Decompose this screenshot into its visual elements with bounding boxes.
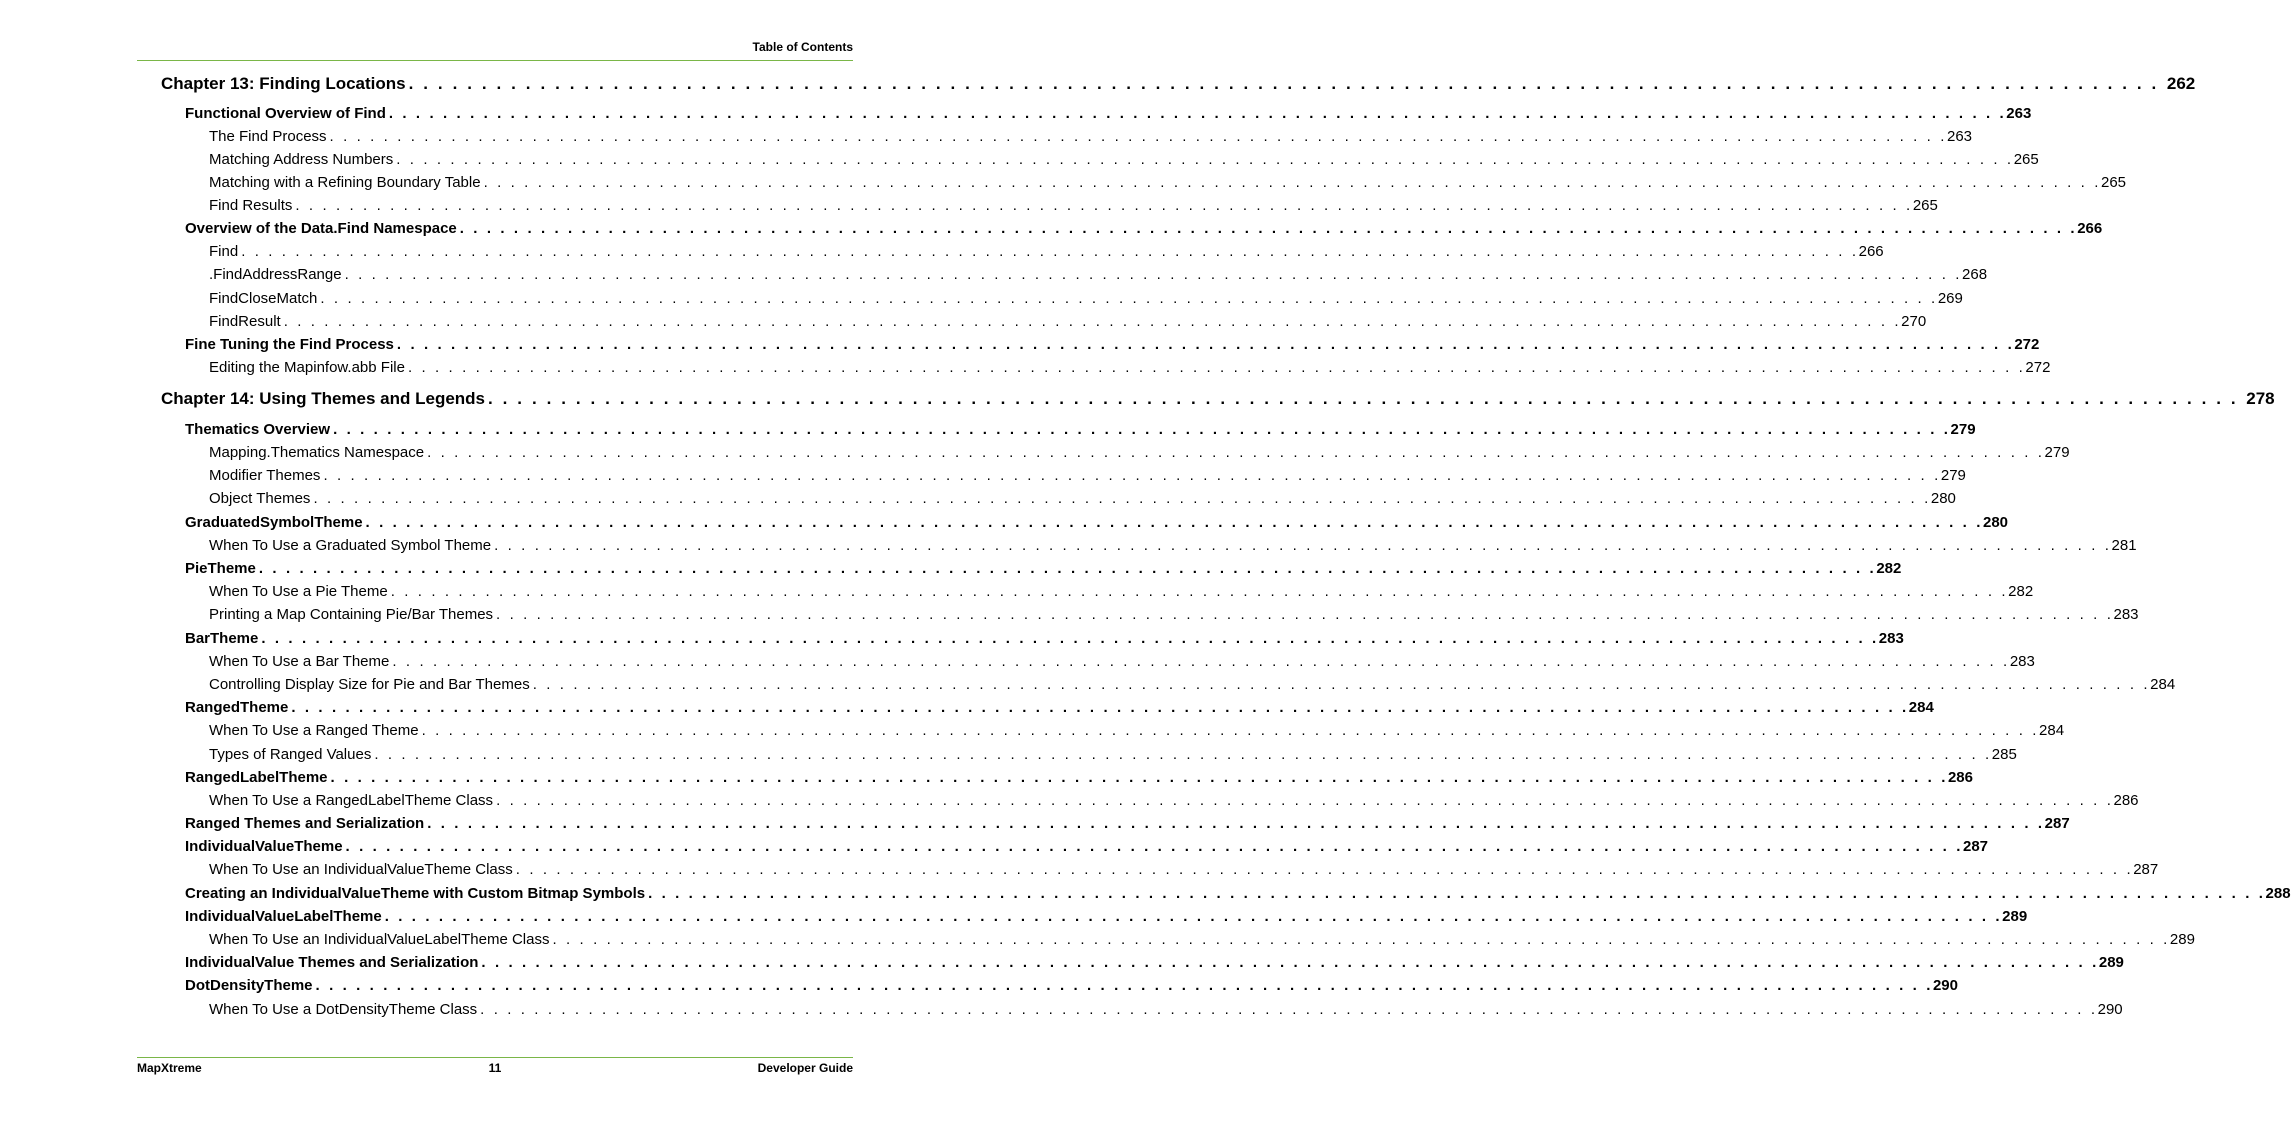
dot-leader: . . . . . . . . . . . . . . . . . . . . . . . . . . . . . . . . . . . . . . . . . . . . . . . . . . . . . . . . . . . . . . . . . . . . . . . . . . . . . . . . . . . . . . . . . . . . . . . . . . . . . . . . . . . . . . . . . . . . . . . . bbox=[390, 583, 2009, 600]
toc-entry-section[interactable] bbox=[185, 908, 2028, 925]
toc-entry-title: GraduatedSymbolTheme bbox=[185, 514, 363, 531]
toc-entry-page: 290 bbox=[2097, 1001, 2123, 1018]
dot-leader: . . . . . . . . . . . . . . . . . . . . . . . . . . . . . . . . . . . . . . . . . . . . . . . . . . . . . . . . . . . . . . . . . . . . . . . . . . . . . . . . . . . . . . . . . . . . . . . . . . . . . . . . . . . . . . . . . . . . . . . . bbox=[496, 792, 2114, 809]
dot-leader: . . . . . . . . . . . . . . . . . . . . . . . . . . . . . . . . . . . . . . . . . . . . . . . . . . . . . . . . . . . . . . . . . . . . . . . . . . . . . . . . . . . . . . . . . . . . . . . . . . . . . . . . . . . . . . . . . . . . . . . . bbox=[344, 266, 1963, 283]
toc-entry-page: 270 bbox=[1901, 313, 1927, 330]
toc-entry-section[interactable] bbox=[185, 336, 2040, 353]
toc-entry-title: Object Themes bbox=[209, 490, 311, 507]
toc-entry-title: Ranged Themes and Serialization bbox=[185, 815, 425, 832]
dot-leader: . . . . . . . . . . . . . . . . . . . . . . . . . . . . . . . . . . . . . . . . . . . . . . . . . . . . . . . . . . . . . . . . . . . . . . . . . . . . . . . . . . . . . . . . . . . . . . . . . . . . . . . . . . . . . . . . . . . . . . . . bbox=[648, 885, 2266, 902]
dot-leader: . . . . . . . . . . . . . . . . . . . . . . . . . . . . . . . . . . . . . . . . . . . . . . . . . . . . . . . . . . . . . . . . . . . . . . . . . . . . . . . . . . . . . . . . . . . . . . . . . . . . . . . . . . . . . . . . . . . . . . . . bbox=[295, 197, 1913, 214]
toc-entry-title: When To Use a Ranged Theme bbox=[209, 722, 419, 739]
toc-entry-page: 287 bbox=[2133, 861, 2159, 878]
toc-entry-title: FindCloseMatch bbox=[209, 290, 318, 307]
toc-entry-sub[interactable] bbox=[209, 583, 2034, 600]
toc-entry-section[interactable] bbox=[185, 699, 1934, 716]
toc-entry-page: 283 bbox=[2113, 606, 2139, 623]
toc-entry-title: When To Use a DotDensityTheme Class bbox=[209, 1001, 478, 1018]
toc-entry-title: FindResult bbox=[209, 313, 281, 330]
toc-entry-title: The Find Process bbox=[209, 128, 327, 145]
toc-entry-page: 263 bbox=[2006, 105, 2032, 122]
toc-entry-title: IndividualValue Themes and Serialization bbox=[185, 954, 479, 971]
toc-entry-sub[interactable] bbox=[209, 290, 1963, 307]
dot-leader: . . . . . . . . . . . . . . . . . . . . . . . . . . . . . . . . . . . . . . . . . . . . . . . . . . . . . . . . . . . . . . . . . . . . . . . . . . . . . . . . . . . . . . . . . . . . . . . . . . . . . . . . . . . . . . . . . . . . . . . . bbox=[392, 653, 2010, 670]
toc-entry-sub[interactable] bbox=[209, 861, 2159, 878]
toc-entry-title: Types of Ranged Values bbox=[209, 746, 372, 763]
toc-entry-page: 290 bbox=[1932, 977, 1958, 994]
dot-leader: . . . . . . . . . . . . . . . . . . . . . . . . . . . . . . . . . . . . . . . . . . . . . . . . . . . . . . . . . . . . . . . . . . . . . . . . . . . . . . . . . . . . . . . . . . . . . . . . . . . . . . . . . . . . . . . . . . . . . . . . bbox=[388, 105, 2007, 122]
toc-entry-sub[interactable] bbox=[209, 174, 2127, 191]
toc-entry-title: Matching Address Numbers bbox=[209, 151, 394, 168]
toc-entry-title: .FindAddressRange bbox=[209, 266, 342, 283]
toc-entry-sub[interactable] bbox=[209, 359, 2051, 376]
dot-leader: . . . . . . . . . . . . . . . . . . . . . . . . . . . . . . . . . . . . . . . . . . . . . . . . . . . . . . . . . . . . . . . . . . . . . . . . . . . . . . . . . . . . . . . . . . . . . . . . . . . . . . . . . . . . . . . . . . . . . . . . bbox=[552, 931, 2170, 948]
toc-entry-page: 265 bbox=[1912, 197, 1938, 214]
toc-entry-page: 285 bbox=[1991, 746, 2017, 763]
dot-leader: . . . . . . . . . . . . . . . . . . . . . . . . . . . . . . . . . . . . . . . . . . . . . . . . . . . . . . . . . . . . . . . . . . . . . . . . . . . . . . . . . . . . . . . . . . . . . . . . . . . . . . . . . . . . . . . . . . . . . . . . bbox=[427, 815, 2045, 832]
toc-entry-sub[interactable] bbox=[209, 653, 2035, 670]
dot-leader: . . . . . . . . . . . . . . . . . . . . . . . . . . . . . . . . . . . . . . . . . . . . . . . . . . . . . . . . . . . . . . . . . . . . . . . . . . . . . . . . . . . . . . . . . . . . . . . . . . . . . . . . . . . . . . . . . . . . . . . . bbox=[494, 537, 2112, 554]
toc-entry-title: IndividualValueTheme bbox=[185, 838, 343, 855]
toc-entry-sub[interactable] bbox=[209, 792, 2139, 809]
toc-entry-sub[interactable] bbox=[209, 1001, 2123, 1018]
running-header-title: Table of Contents bbox=[752, 40, 853, 54]
toc-entry-sub[interactable] bbox=[209, 266, 1988, 283]
dot-leader: . . . . . . . . . . . . . . . . . . . . . . . . . . . . . . . . . . . . . . . . . . . . . . . . . . . . . . . . . . . . . . . . . . . . . . . . . . . . . . . . . . . . . . . . . . . . . . . . . . . . . . . . . . . . . . . . . . . . . . . . bbox=[315, 977, 1933, 994]
toc-entry-page: 265 bbox=[2013, 151, 2039, 168]
dot-leader: . . . . . . . . . . . . . . . . . . . . . . . . . . . . . . . . . . . . . . . . . . . . . . . . . . . . . . . . . . . . . . . . . . . . . . . . . . . . . . . . . . . . . . . . . . . . . . . . . . . . . . . . . . . . . . . . . . . . . . . . bbox=[396, 336, 2015, 353]
toc-entry-title: IndividualValueLabelTheme bbox=[185, 908, 382, 925]
toc-entry-section[interactable] bbox=[185, 815, 2070, 832]
toc-entry-page: 263 bbox=[1946, 128, 1973, 145]
toc-entry-page: 266 bbox=[2077, 220, 2103, 237]
dot-leader: . . . . . . . . . . . . . . . . . . . . . . . . . . . . . . . . . . . . . . . . . . . . . . . . . . . . . . . . . . . . . . . . . . . . . . . . . . . . . . . . . . . . . . . . . . . . . . . . . . . . . . . . . . . . . . . . . . . . . . . . bbox=[374, 746, 1992, 763]
dot-leader: . . . . . . . . . . . . . . . . . . . . . . . . . . . . . . . . . . . . . . . . . . . . . . . . . . . . . . . . . . . . . . . . . . . . . . . . . . . . . . . . . . . . . . . . . . . . . . . . . . . . . . . . . . . . . . . . . . . . . . . . bbox=[459, 220, 2078, 237]
dot-leader: . . . . . . . . . . . . . . . . . . . . . . . . . . . . . . . . . . . . . . . . . . . . . . . . . . . . . . . . . . . . . . . . . . . . . . . . . . . . . . . . . . . . . . . . . . . . . . . . . . . . . . . . . . . . . . . . . . . . . . . . bbox=[345, 838, 1963, 855]
toc-entry-title: Find Results bbox=[209, 197, 293, 214]
toc-entry-chapter[interactable] bbox=[161, 74, 2196, 94]
toc-entry-page: 278 bbox=[2246, 389, 2275, 408]
toc-entry-page: 289 bbox=[2098, 954, 2124, 971]
toc-entry-page: 289 bbox=[2002, 908, 2028, 925]
toc-entry-title: Creating an IndividualValueTheme with Custom Bitmap Symbols bbox=[185, 885, 646, 902]
toc-entry-page: 284 bbox=[2150, 676, 2176, 693]
toc-entry-page: 265 bbox=[2101, 174, 2127, 191]
toc-entry-sub[interactable] bbox=[209, 746, 2017, 763]
toc-entry-page: 287 bbox=[1962, 838, 1989, 855]
toc-entry-title: When To Use a Pie Theme bbox=[209, 583, 388, 600]
toc-entry-sub[interactable] bbox=[209, 606, 2139, 623]
toc-entry-page: 284 bbox=[1908, 699, 1934, 716]
toc-entry-section[interactable] bbox=[185, 421, 1976, 438]
toc-entry-page: 280 bbox=[1982, 514, 2009, 531]
dot-leader: . . . . . . . . . . . . . . . . . . . . . . . . . . . . . . . . . . . . . . . . . . . . . . . . . . . . . . . . . . . . . . . . . . . . . . . . . . . . . . . . . . . . . . . . . . . . . . . . . . . . . . . . . . . . . . . . . . . . . . . . bbox=[488, 389, 2239, 408]
toc-entry-page: 286 bbox=[1947, 769, 1973, 786]
dot-leader: . . . . . . . . . . . . . . . . . . . . . . . . . . . . . . . . . . . . . . . . . . . . . . . . . . . . . . . . . . . . . . . . . . . . . . . . . . . . . . . . . . . . . . . . . . . . . . . . . . . . . . . . . . . . . . . . . . . . . . . . bbox=[330, 769, 1948, 786]
toc-entry-page: 268 bbox=[1962, 266, 1988, 283]
toc-entry-page: 279 bbox=[1950, 421, 1976, 438]
dot-leader: . . . . . . . . . . . . . . . . . . . . . . . . . . . . . . . . . . . . . . . . . . . . . . . . . . . . . . . . . . . . . . . . . . . . . . . . . . . . . . . . . . . . . . . . . . . . . . . . . . . . . . . . . . . . . . . . . . . . . . . . bbox=[320, 290, 1938, 307]
toc-entry-sub[interactable] bbox=[209, 676, 2176, 693]
toc-entry-sub[interactable] bbox=[209, 151, 2039, 168]
toc-entry-title: Matching with a Refining Boundary Table bbox=[209, 174, 481, 191]
dot-leader: . . . . . . . . . . . . . . . . . . . . . . . . . . . . . . . . . . . . . . . . . . . . . . . . . . . . . . . . . . . . . . . . . . . . . . . . . . . . . . . . . . . . . . . . . . . . . . . . . . . . . . . . . . . . . . . . . . . . . . . . bbox=[532, 676, 2151, 693]
toc-entry-title: RangedTheme bbox=[185, 699, 289, 716]
toc-entry-title: When To Use a RangedLabelTheme Class bbox=[209, 792, 494, 809]
dot-leader: . . . . . . . . . . . . . . . . . . . . . . . . . . . . . . . . . . . . . . . . . . . . . . . . . . . . . . . . . . . . . . . . . . . . . . . . . . . . . . . . . . . . . . . . . . . . . . . . . . . . . . . . . . . . . . . . . . . . . . . . bbox=[384, 908, 2003, 925]
toc-entry-section[interactable] bbox=[185, 560, 1902, 577]
toc-entry-page: 272 bbox=[2014, 336, 2040, 353]
footer-rule bbox=[137, 1057, 853, 1058]
toc-entry-page: 266 bbox=[1858, 243, 1884, 260]
footer-product: MapXtreme bbox=[137, 1061, 202, 1075]
dot-leader: . . . . . . . . . . . . . . . . . . . . . . . . . . . . . . . . . . . . . . . . . . . . . . . . . . . . . . . . . . . . . . . . . . . . . . . . . . . . . . . . . . . . . . . . . . . . . . . . . . . . . . . . . . . . . . . . . . . . . . . . bbox=[408, 74, 2159, 93]
toc-entry-title: BarTheme bbox=[185, 630, 259, 647]
dot-leader: . . . . . . . . . . . . . . . . . . . . . . . . . . . . . . . . . . . . . . . . . . . . . . . . . . . . . . . . . . . . . . . . . . . . . . . . . . . . . . . . . . . . . . . . . . . . . . . . . . . . . . . . . . . . . . . . . . . . . . . . bbox=[291, 699, 1909, 716]
toc-entry-title: When To Use an IndividualValueLabelTheme Class bbox=[209, 931, 550, 948]
toc-entry-title: Chapter 14: Using Themes and Legends bbox=[161, 389, 486, 408]
dot-leader: . . . . . . . . . . . . . . . . . . . . . . . . . . . . . . . . . . . . . . . . . . . . . . . . . . . . . . . . . . . . . . . . . . . . . . . . . . . . . . . . . . . . . . . . . . . . . . . . . . . . . . . . . . . . . . . . . . . . . . . . bbox=[481, 954, 2099, 971]
toc-entry-title: Editing the Mapinfow.abb File bbox=[209, 359, 405, 376]
toc-entry-page: 279 bbox=[1940, 467, 1966, 484]
toc-entry-page: 280 bbox=[1930, 490, 1956, 507]
toc-entry-sub[interactable] bbox=[209, 313, 1927, 330]
toc-entry-title: When To Use a Graduated Symbol Theme bbox=[209, 537, 492, 554]
toc-entry-section[interactable] bbox=[185, 769, 1973, 786]
toc-entry-title: PieTheme bbox=[185, 560, 256, 577]
toc-entry-section[interactable] bbox=[185, 977, 1958, 994]
toc-entry-page: 288 bbox=[2265, 885, 2291, 902]
toc-entry-sub[interactable] bbox=[209, 931, 2195, 948]
toc-entry-section[interactable] bbox=[185, 105, 2032, 122]
toc-entry-section[interactable] bbox=[185, 954, 2124, 971]
toc-entry-section[interactable] bbox=[185, 220, 2103, 237]
footer-guide: Developer Guide bbox=[757, 1061, 853, 1075]
toc-entry-title: Controlling Display Size for Pie and Bar Themes bbox=[209, 676, 530, 693]
toc-entry-title: DotDensityTheme bbox=[185, 977, 313, 994]
toc-entry-page: 284 bbox=[2039, 722, 2065, 739]
toc-entry-sub[interactable] bbox=[209, 197, 1938, 214]
toc-entry-title: Functional Overview of Find bbox=[185, 105, 386, 122]
footer-page-number: 11 bbox=[488, 1061, 502, 1075]
toc-entry-section[interactable] bbox=[185, 514, 2009, 531]
toc-entry-title: Printing a Map Containing Pie/Bar Themes bbox=[209, 606, 494, 623]
toc-entry-title: Modifier Themes bbox=[209, 467, 321, 484]
toc-entry-page: 282 bbox=[1876, 560, 1902, 577]
toc-entry-sub[interactable] bbox=[209, 490, 1956, 507]
dot-leader: . . . . . . . . . . . . . . . . . . . . . . . . . . . . . . . . . . . . . . . . . . . . . . . . . . . . . . . . . . . . . . . . . . . . . . . . . . . . . . . . . . . . . . . . . . . . . . . . . . . . . . . . . . . . . . . . . . . . . . . . bbox=[496, 606, 2114, 623]
dot-leader: . . . . . . . . . . . . . . . . . . . . . . . . . . . . . . . . . . . . . . . . . . . . . . . . . . . . . . . . . . . . . . . . . . . . . . . . . . . . . . . . . . . . . . . . . . . . . . . . . . . . . . . . . . . . . . . . . . . . . . . . bbox=[515, 861, 2134, 878]
toc-entry-page: 283 bbox=[2009, 653, 2035, 670]
toc-entry-section[interactable] bbox=[185, 885, 2291, 902]
dot-leader: . . . . . . . . . . . . . . . . . . . . . . . . . . . . . . . . . . . . . . . . . . . . . . . . . . . . . . . . . . . . . . . . . . . . . . . . . . . . . . . . . . . . . . . . . . . . . . . . . . . . . . . . . . . . . . . . . . . . . . . . bbox=[329, 128, 1947, 145]
toc-entry-sub[interactable] bbox=[209, 537, 2137, 554]
dot-leader: . . . . . . . . . . . . . . . . . . . . . . . . . . . . . . . . . . . . . . . . . . . . . . . . . . . . . . . . . . . . . . . . . . . . . . . . . . . . . . . . . . . . . . . . . . . . . . . . . . . . . . . . . . . . . . . . . . . . . . . . bbox=[480, 1001, 2098, 1018]
toc-entry-sub[interactable] bbox=[209, 467, 1966, 484]
header-rule bbox=[137, 60, 853, 61]
toc-entry-page: 272 bbox=[2025, 359, 2051, 376]
toc-entry-title: Chapter 13: Finding Locations bbox=[161, 74, 406, 93]
toc-entry-page: 286 bbox=[2113, 792, 2139, 809]
dot-leader: . . . . . . . . . . . . . . . . . . . . . . . . . . . . . . . . . . . . . . . . . . . . . . . . . . . . . . . . . . . . . . . . . . . . . . . . . . . . . . . . . . . . . . . . . . . . . . . . . . . . . . . . . . . . . . . . . . . . . . . . bbox=[258, 560, 1877, 577]
toc-entry-section[interactable] bbox=[185, 630, 1904, 647]
dot-leader: . . . . . . . . . . . . . . . . . . . . . . . . . . . . . . . . . . . . . . . . . . . . . . . . . . . . . . . . . . . . . . . . . . . . . . . . . . . . . . . . . . . . . . . . . . . . . . . . . . . . . . . . . . . . . . . . . . . . . . . . bbox=[427, 444, 2045, 461]
toc-entry-chapter[interactable] bbox=[161, 389, 2275, 409]
toc-entry-page: 262 bbox=[2166, 74, 2196, 93]
toc-entry-title: Mapping.Thematics Namespace bbox=[209, 444, 425, 461]
dot-leader: . . . . . . . . . . . . . . . . . . . . . . . . . . . . . . . . . . . . . . . . . . . . . . . . . . . . . . . . . . . . . . . . . . . . . . . . . . . . . . . . . . . . . . . . . . . . . . . . . . . . . . . . . . . . . . . . . . . . . . . . bbox=[365, 514, 1983, 531]
toc-entry-title: Fine Tuning the Find Process bbox=[185, 336, 394, 353]
toc-entry-page: 269 bbox=[1937, 290, 1963, 307]
toc-entry-title: When To Use an IndividualValueTheme Class bbox=[209, 861, 513, 878]
toc-entry-sub[interactable] bbox=[209, 128, 1973, 145]
dot-leader: . . . . . . . . . . . . . . . . . . . . . . . . . . . . . . . . . . . . . . . . . . . . . . . . . . . . . . . . . . . . . . . . . . . . . . . . . . . . . . . . . . . . . . . . . . . . . . . . . . . . . . . . . . . . . . . . . . . . . . . . bbox=[313, 490, 1931, 507]
toc-entry-page: 281 bbox=[2111, 537, 2137, 554]
dot-leader: . . . . . . . . . . . . . . . . . . . . . . . . . . . . . . . . . . . . . . . . . . . . . . . . . . . . . . . . . . . . . . . . . . . . . . . . . . . . . . . . . . . . . . . . . . . . . . . . . . . . . . . . . . . . . . . . . . . . . . . . bbox=[483, 174, 2101, 191]
toc-entry-page: 282 bbox=[2008, 583, 2034, 600]
dot-leader: . . . . . . . . . . . . . . . . . . . . . . . . . . . . . . . . . . . . . . . . . . . . . . . . . . . . . . . . . . . . . . . . . . . . . . . . . . . . . . . . . . . . . . . . . . . . . . . . . . . . . . . . . . . . . . . . . . . . . . . . bbox=[323, 467, 1941, 484]
toc-entry-sub[interactable] bbox=[209, 722, 2065, 739]
dot-leader: . . . . . . . . . . . . . . . . . . . . . . . . . . . . . . . . . . . . . . . . . . . . . . . . . . . . . . . . . . . . . . . . . . . . . . . . . . . . . . . . . . . . . . . . . . . . . . . . . . . . . . . . . . . . . . . . . . . . . . . . bbox=[283, 313, 1902, 330]
toc-entry-title: When To Use a Bar Theme bbox=[209, 653, 390, 670]
dot-leader: . . . . . . . . . . . . . . . . . . . . . . . . . . . . . . . . . . . . . . . . . . . . . . . . . . . . . . . . . . . . . . . . . . . . . . . . . . . . . . . . . . . . . . . . . . . . . . . . . . . . . . . . . . . . . . . . . . . . . . . . bbox=[421, 722, 2040, 739]
dot-leader: . . . . . . . . . . . . . . . . . . . . . . . . . . . . . . . . . . . . . . . . . . . . . . . . . . . . . . . . . . . . . . . . . . . . . . . . . . . . . . . . . . . . . . . . . . . . . . . . . . . . . . . . . . . . . . . . . . . . . . . . bbox=[333, 421, 1951, 438]
toc-entry-title: RangedLabelTheme bbox=[185, 769, 328, 786]
toc-entry-page: 279 bbox=[2044, 444, 2070, 461]
toc-entry-sub[interactable] bbox=[209, 444, 2070, 461]
toc-entry-page: 287 bbox=[2044, 815, 2070, 832]
toc-entry-title: Overview of the Data.Find Namespace bbox=[185, 220, 457, 237]
toc-entry-title: Thematics Overview bbox=[185, 421, 331, 438]
toc-entry-page: 289 bbox=[2169, 931, 2195, 948]
dot-leader: . . . . . . . . . . . . . . . . . . . . . . . . . . . . . . . . . . . . . . . . . . . . . . . . . . . . . . . . . . . . . . . . . . . . . . . . . . . . . . . . . . . . . . . . . . . . . . . . . . . . . . . . . . . . . . . . . . . . . . . . bbox=[407, 359, 2026, 376]
toc-entry-page: 283 bbox=[1878, 630, 1904, 647]
toc-entry-sub[interactable] bbox=[209, 243, 1884, 260]
dot-leader: . . . . . . . . . . . . . . . . . . . . . . . . . . . . . . . . . . . . . . . . . . . . . . . . . . . . . . . . . . . . . . . . . . . . . . . . . . . . . . . . . . . . . . . . . . . . . . . . . . . . . . . . . . . . . . . . . . . . . . . . bbox=[241, 243, 1859, 260]
toc-entry-section[interactable] bbox=[185, 838, 1989, 855]
dot-leader: . . . . . . . . . . . . . . . . . . . . . . . . . . . . . . . . . . . . . . . . . . . . . . . . . . . . . . . . . . . . . . . . . . . . . . . . . . . . . . . . . . . . . . . . . . . . . . . . . . . . . . . . . . . . . . . . . . . . . . . . bbox=[396, 151, 2014, 168]
toc-entry-title: Find bbox=[209, 243, 239, 260]
dot-leader: . . . . . . . . . . . . . . . . . . . . . . . . . . . . . . . . . . . . . . . . . . . . . . . . . . . . . . . . . . . . . . . . . . . . . . . . . . . . . . . . . . . . . . . . . . . . . . . . . . . . . . . . . . . . . . . . . . . . . . . . bbox=[261, 630, 1879, 647]
